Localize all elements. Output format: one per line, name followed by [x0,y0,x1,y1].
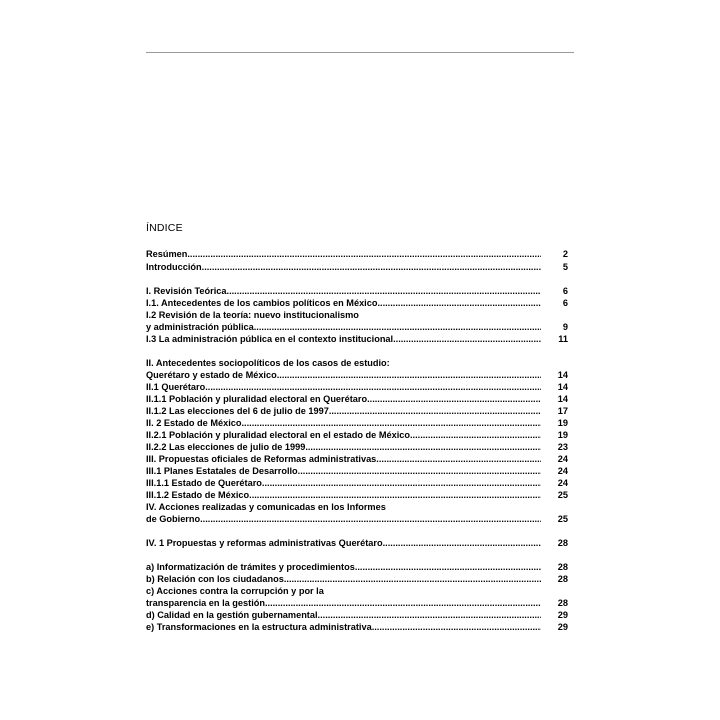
toc-entry [146,417,580,429]
toc-entry-page: 9 [562,322,568,332]
toc-entry [146,369,580,381]
toc-entry-title: I.2 Revisión de la teoría: nuevo institucionalismo [146,310,359,320]
toc-entry [146,561,580,573]
toc-entry [146,477,580,489]
toc-entry-title: e) Transformaciones en la estructura administrativa ..... [146,621,541,633]
toc-entry [146,297,580,309]
toc-entry-page: 17 [557,406,568,416]
toc-entry [146,285,580,297]
toc-entry-page: 29 [557,622,568,632]
toc-entry-title: I.3 La administración pública en el contexto institucional ..... [146,333,541,345]
toc-entry [146,453,580,465]
toc-entry-page: 28 [557,598,568,608]
toc-entry-page: 19 [557,418,568,428]
toc-entry-title: c) Acciones contra la corrupción y por la [146,586,324,596]
toc-entry-page: 5 [562,262,568,272]
toc-entry [146,248,580,260]
toc-entry-page: 24 [557,478,568,488]
toc-entry-title: II. 2 Estado de México ..... [146,417,541,429]
toc-entry [146,321,580,333]
toc-entry-page: 28 [557,538,568,548]
toc-entry-page: 28 [557,574,568,584]
toc-entry-title: IV. Acciones realizadas y comunicadas en los Informes [146,502,386,512]
toc-entry-title: III.1.2 Estado de México ..... [146,489,541,501]
toc-entry-title: transparencia en la gestión ..... [146,597,541,609]
toc-entry [146,621,580,633]
toc-entry [146,357,580,369]
toc-entry-title: d) Calidad en la gestión gubernamental ..... [146,609,541,621]
toc-entry-page: 29 [557,610,568,620]
toc-entry [146,585,580,597]
toc-entry-page: 6 [562,298,568,308]
toc-entry-title: de Gobierno ..... [146,513,541,525]
toc-entry-title: I. Revisión Teórica ..... [146,285,541,297]
toc-entry-title: y administración pública ..... [146,321,541,333]
header-rule [146,52,574,53]
toc-entry [146,513,580,525]
toc-entry-title: Resúmen ..... [146,248,541,260]
toc-entry-title: II.1.1 Población y pluralidad electoral en Querétaro ..... [146,393,541,405]
toc-entry [146,261,580,273]
toc-entry [146,441,580,453]
toc-entry [146,573,580,585]
toc-entry [146,537,580,549]
toc-entry [146,405,580,417]
toc-entry-page: 28 [557,562,568,572]
toc-entry [146,393,580,405]
index-heading: ÍNDICE [146,222,183,234]
toc-entry [146,309,580,321]
toc-entry [146,429,580,441]
toc-entry-page: 14 [557,394,568,404]
toc-entry-page: 11 [558,334,568,344]
toc-entry-page: 14 [557,382,568,392]
toc-entry-title: IV. 1 Propuestas y reformas administrativas Querétaro ..... [146,537,541,549]
toc-entry-title: III.1.1 Estado de Querétaro ..... [146,477,541,489]
toc-entry-title: Querétaro y estado de México ..... [146,369,541,381]
toc-entry-title: III. Propuestas oficiales de Reformas administrativas ..... [146,453,541,465]
toc-entry [146,597,580,609]
toc-entry [146,465,580,477]
toc-entry [146,381,580,393]
toc-entry [146,609,580,621]
toc-entry-title: III.1 Planes Estatales de Desarrollo ..... [146,465,541,477]
toc-entry-page: 24 [557,466,568,476]
toc-entry-title: Introducción ..... [146,261,541,273]
toc-entry-page: 24 [557,454,568,464]
toc-entry-title: II.2.1 Población y pluralidad electoral en el estado de México ..... [146,429,541,441]
toc-entry-title: II.1.2 Las elecciones del 6 de julio de 1997 ..... [146,405,541,417]
toc-entry-page: 23 [557,442,568,452]
toc-entry-title: a) Informatización de trámites y procedimientos ..... [146,561,541,573]
toc-entry-title: b) Relación con los ciudadanos ..... [146,573,541,585]
toc-entry [146,501,580,513]
toc-entry-page: 14 [557,370,568,380]
toc-entry-page: 19 [557,430,568,440]
toc-entry-title: I.1. Antecedentes de los cambios políticos en México ..... [146,297,541,309]
toc-entry-page: 6 [562,286,568,296]
toc-entry-title: II.1 Querétaro ..... [146,381,541,393]
toc-entry-title: II.2.2 Las elecciones de julio de 1999 ..... [146,441,541,453]
toc-entry-page: 25 [557,490,568,500]
toc-entry-title: II. Antecedentes sociopolíticos de los casos de estudio: [146,358,390,368]
toc-entry-page: 2 [562,249,568,259]
toc-entry-page: 25 [557,514,568,524]
toc-entry [146,333,580,345]
toc-entry [146,489,580,501]
